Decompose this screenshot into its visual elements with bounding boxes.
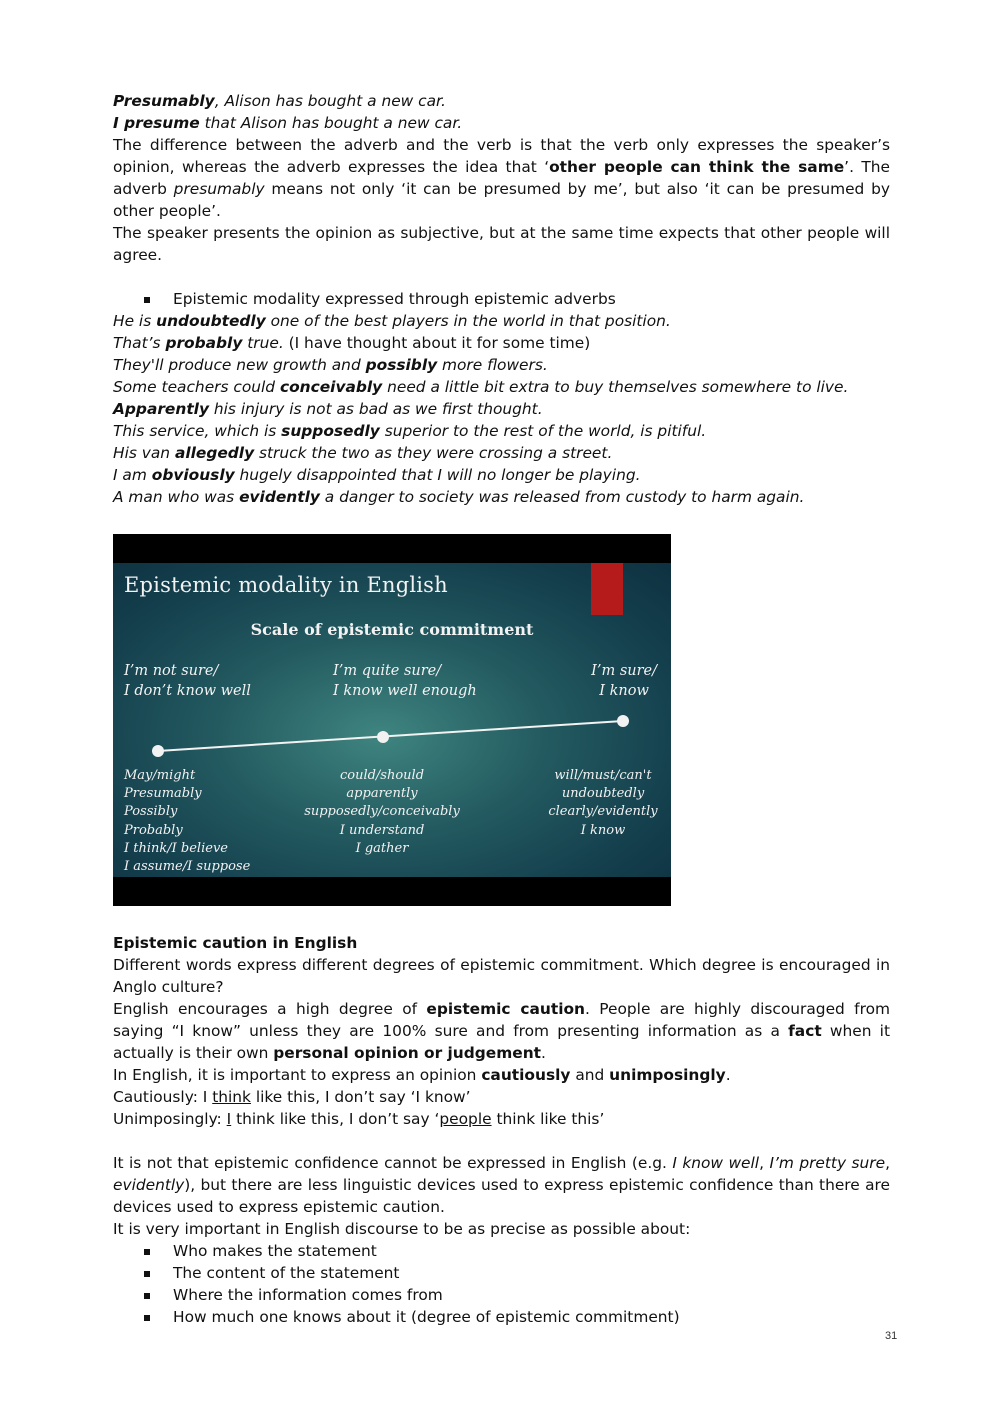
scale-list-item: clearly/evidently xyxy=(548,804,658,820)
example-obviously: I am obviously hugely disappointed that I will no longer be playing. xyxy=(113,466,641,484)
paragraph-degrees: Different words express different degrees of epistemic commitment. Which degree is encouraged in Anglo culture? xyxy=(113,956,890,996)
scale-list-item: could/should xyxy=(339,768,425,783)
paragraph-confidence: It is not that epistemic confidence cannot be expressed in English (e.g. I know well, I’m pretty sure, evidently), but there are less linguistic devices used to express epistemic confidence than there are devices used to express epistemic caution. xyxy=(113,1154,890,1216)
paragraph-cautiously-unimposingly: In English, it is important to express an opinion cautiously and unimposingly. xyxy=(113,1066,731,1084)
paragraph-high-caution: English encourages a high degree of epistemic caution. People are highly discouraged from saying “I know” unless they are 100% sure and from presenting information as a fact when it actually is their own personal opinion or judgement. xyxy=(113,1000,890,1062)
scale-list-item: May/might xyxy=(124,768,196,783)
scale-head-line: I’m not sure/ xyxy=(124,663,219,679)
example-conceivably: Some teachers could conceivably need a little bit extra to buy themselves somewhere to live. xyxy=(113,378,849,396)
scale-list-item: I gather xyxy=(355,840,409,856)
example-evidently: A man who was evidently a danger to society was released from custody to harm again. xyxy=(113,488,805,506)
example-presumably: Presumably, Alison has bought a new car. xyxy=(113,92,446,110)
scale-list-item: apparently xyxy=(346,786,418,802)
scale-list-item: Presumably xyxy=(124,786,202,802)
scale-head-line: I don’t know well xyxy=(124,683,251,699)
slide-subtitle: Scale of epistemic commitment xyxy=(250,620,534,639)
scale-list-high xyxy=(541,767,665,840)
example-apparently: Apparently his injury is not as bad as we first thought. xyxy=(113,400,543,418)
scale-point-high xyxy=(617,715,629,727)
paragraph-adverb-vs-verb: The difference between the adverb and the verb is that the verb only expresses the speaker’s opinion, whereas the adverb expresses the idea that ‘other people can think the same’. The adverb presumably means not only ‘it can be presumed by me’, but also ‘it can be presumed by other people’. xyxy=(113,136,890,220)
bullet-item: The content of the statement xyxy=(113,1262,890,1284)
example-allegedly: His van allegedly struck the two as they were crossing a street. xyxy=(113,444,613,462)
scale-line xyxy=(158,721,623,751)
scale-list-item: I know xyxy=(580,822,626,838)
bullet-icon xyxy=(144,1293,150,1299)
slide-epistemic-modality xyxy=(113,534,671,906)
slide-body xyxy=(113,563,671,877)
bullet-item: How much one knows about it (degree of epistemic commitment) xyxy=(113,1306,890,1328)
example-i-presume: I presume that Alison has bought a new car. xyxy=(113,114,463,132)
scale-list-item: will/must/can't xyxy=(554,768,652,783)
scale-list-item: I think/I believe xyxy=(124,840,228,856)
scale-list-low xyxy=(124,767,250,876)
slide-title: Epistemic modality in English xyxy=(124,573,448,597)
bullet-item: Who makes the statement xyxy=(113,1240,890,1262)
scale-head-line: I know well enough xyxy=(333,683,477,699)
scale-list-item: undoubtedly xyxy=(561,786,645,802)
example-possibly: They'll produce new growth and possibly more flowers. xyxy=(113,356,548,374)
scale-list-item: Probably xyxy=(124,822,183,838)
scale-list-item: Possibly xyxy=(124,804,178,820)
page-content xyxy=(113,90,890,1328)
example-undoubtedly: He is undoubtedly one of the best players in the world in that position. xyxy=(113,312,671,330)
line-unimposingly: Unimposingly: I think like this, I don’t say ‘people think like this’ xyxy=(113,1110,605,1128)
paragraph-subjective: The speaker presents the opinion as subjective, but at the same time expects that other people will agree. xyxy=(113,224,890,264)
example-probably: That’s probably true. (I have thought about it for some time) xyxy=(113,334,591,352)
bullet-icon xyxy=(144,297,150,303)
example-supposedly: This service, which is supposedly superior to the rest of the world, is pitiful. xyxy=(113,422,707,440)
bullet-item: Where the information comes from xyxy=(113,1284,890,1306)
scale-head-line: I’m quite sure/ xyxy=(333,663,442,679)
scale-list-item: I assume/I suppose xyxy=(124,859,251,875)
scale-head-line: I’m sure/ xyxy=(591,663,657,679)
scale-point-mid xyxy=(377,731,389,743)
scale-head-line: I know xyxy=(599,683,649,699)
paragraph-precise: It is very important in English discourse to be as precise as possible about: xyxy=(113,1220,691,1238)
scale-list-item: supposedly/conceivably xyxy=(304,804,460,820)
line-cautiously: Cautiously: I think like this, I don’t say ‘I know’ xyxy=(113,1088,471,1106)
bullet-icon xyxy=(144,1271,150,1277)
bullet-icon xyxy=(144,1249,150,1255)
page-number: 31 xyxy=(885,1330,898,1342)
section-heading-epistemic-caution: Epistemic caution in English xyxy=(113,934,358,952)
scale-list-item: I understand xyxy=(339,822,425,838)
scale-point-low xyxy=(152,745,164,757)
bullet-icon xyxy=(144,1315,150,1321)
bullet-epistemic-adverbs: Epistemic modality expressed through epistemic adverbs xyxy=(113,288,890,310)
scale-list-mid xyxy=(303,767,461,858)
